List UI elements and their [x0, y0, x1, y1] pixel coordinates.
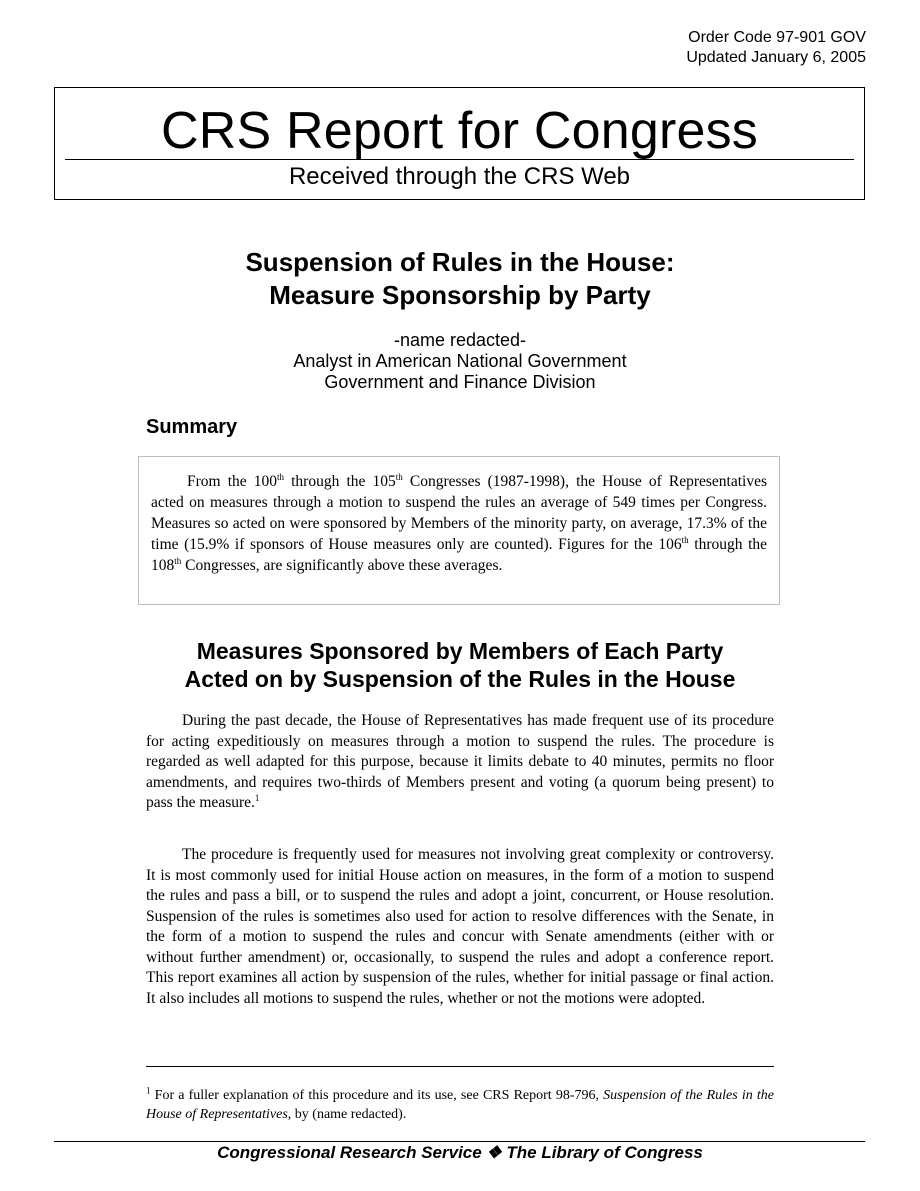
order-code-block — [686, 28, 866, 68]
footnote-text: For a fuller explanation of this procedure and its use, see CRS Report 98-796, — [150, 1088, 604, 1103]
author-name: -name redacted- — [393, 330, 527, 350]
paragraph-text: During the past decade, the House of Representatives has made frequent use of its procedure for acting expeditiously on measures through a motion to suspend the rules. The procedure is regarded as well adapted for this purpose, because it limits debate to 40 minutes, permits no floor amendments, and requires two-thirds of Members present and voting (a quorum being present) to pass the measure. — [146, 712, 774, 811]
document-title-line-1: Suspension of Rules in the House: — [245, 247, 675, 277]
report-series-title: CRS Report for Congress — [160, 102, 759, 160]
author-block — [0, 330, 920, 393]
order-code: Order Code 97-901 GOV — [688, 29, 866, 46]
ordinal-superscript: th — [395, 471, 403, 482]
report-header-box — [54, 87, 865, 200]
footnote — [146, 1086, 774, 1124]
report-series-subtitle: Received through the CRS Web — [288, 163, 631, 190]
footnote-number: 1 — [146, 1085, 151, 1096]
ordinal-superscript: th — [174, 555, 182, 566]
footer-credit: Congressional Research Service ❖ The Library of Congress — [217, 1143, 703, 1162]
footnote-divider — [146, 1066, 774, 1067]
summary-text-part: From the 100 — [187, 473, 277, 490]
summary-box — [138, 456, 780, 605]
footer-divider — [54, 1141, 865, 1142]
summary-text-part: through the 108 — [151, 536, 768, 574]
paragraph-text: The procedure is frequently used for measures not involving great complexity or controversy. It is most commonly used for initial House action on measures, in the form of a motion to suspend the rules and pass a bill, or to suspend the rules and adopt a joint, concurrent, or House resolution. Suspension of the rules is sometimes also used for action to resolve differences with the Senate, in the form of a motion to suspend the rules and concur with Senate amendments (either with or without further amendment) or, occasionally, to suspend the rules and adopt a conference report. This report examines all action by suspension of the rules, whether for initial passage or final action. It also includes all motions to suspend the rules, whether or not the motions were adopted. — [146, 846, 774, 1007]
summary-text-part: Congresses, are significantly above these averages. — [181, 557, 503, 574]
author-position: Analyst in American National Government — [293, 351, 627, 371]
footnote-reference[interactable]: 1 — [254, 792, 260, 803]
header-divider — [65, 159, 854, 160]
summary-heading: Summary — [146, 416, 238, 438]
body-paragraph-2 — [146, 845, 774, 1009]
body-paragraph-1 — [146, 711, 774, 814]
section-heading-line-2: Acted on by Suspension of the Rules in the House — [184, 666, 736, 692]
footnote-cited-title: Suspension of the Rules in the House of Representatives — [146, 1088, 774, 1122]
footnote-text: , by (name redacted). — [287, 1107, 407, 1122]
updated-date: Updated January 6, 2005 — [686, 49, 866, 66]
summary-text-part: Congresses (1987-1998), the House of Representatives acted on measures through a motion to suspend the rules an average of 549 times per Congress. Measures so acted on were sponsored by Members of the minority party, on average, 17.3% of the time (15.9% if sponsors of House measures only are counted). Figures for the 106 — [151, 473, 767, 553]
document-title — [0, 246, 920, 312]
section-heading — [0, 637, 920, 693]
section-heading-line-1: Measures Sponsored by Members of Each Party — [196, 638, 724, 664]
summary-text-part: through the 105 — [284, 473, 396, 490]
author-division: Government and Finance Division — [324, 372, 596, 392]
summary-text — [151, 471, 767, 576]
document-title-line-2: Measure Sponsorship by Party — [269, 280, 651, 310]
ordinal-superscript: th — [681, 534, 689, 545]
ordinal-superscript: th — [277, 471, 285, 482]
